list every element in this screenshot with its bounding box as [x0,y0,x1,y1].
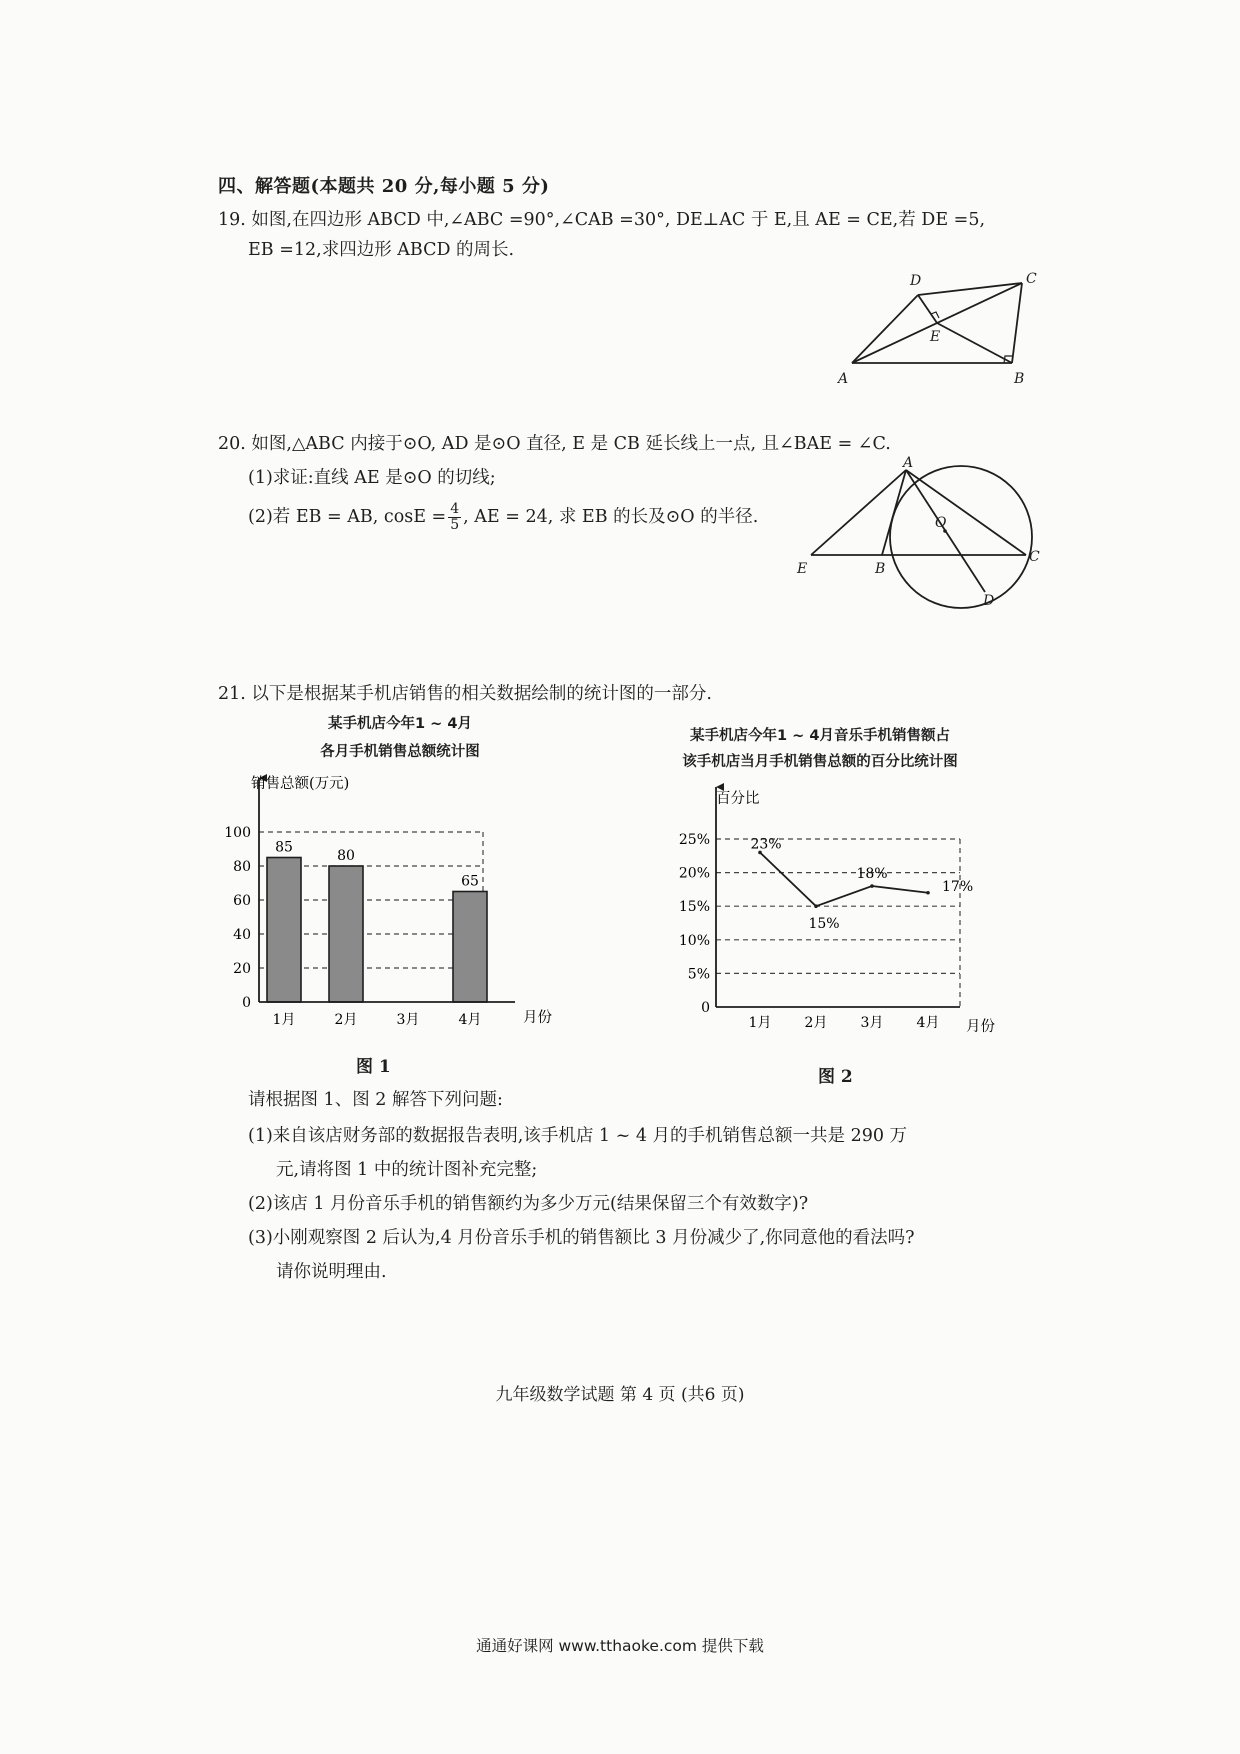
chart2-point [870,884,874,888]
chart2-title-line2: 该手机店当月手机销售总额的百分比统计图 [682,754,958,770]
circle-o [890,466,1032,608]
segment-bc [1012,283,1022,363]
q20-label-e: E [797,561,808,577]
q19-line2: EB =12,求四边形 ABCD 的周长. [248,240,515,260]
q19-label-c: C [1026,271,1037,287]
chart2-x-tick-label: 2月 [804,1015,828,1031]
segment-ae [811,470,906,555]
q19-quadrilateral-diagram [820,265,1050,390]
chart2-y-tick-label: 5% [687,966,710,983]
chart2-data-label: 15% [808,916,840,933]
q20-line1: 20. 如图,△ABC 内接于⊙O, AD 是⊙O 直径, E 是 CB 延长线上一点, 且∠BAE = ∠C. [218,434,891,454]
chart1-bar [453,892,487,1003]
chart2-y-tick-label: 20% [678,865,710,882]
chart1-x-tick-label: 1月 [272,1012,296,1028]
chart2-data-label: 18% [856,866,888,883]
q19-label-d: D [910,273,922,289]
chart2-data-label: 17% [942,878,974,895]
q19-line1: 19. 如图,在四边形 ABCD 中,∠ABC =90°,∠CAB =30°, DE⊥AC 于 E,且 AE = CE,若 DE =5, [218,210,986,230]
q20-part2-text-b: , AE = 24, 求 EB 的长及⊙O 的半径. [463,507,759,527]
site-footer: 通通好课网 www.tthaoke.com 提供下载 [476,1637,764,1655]
q21-part3-line2: 请你说明理由. [276,1262,387,1282]
section-title: 四、解答题(本题共 20 分,每小题 5 分) [218,176,550,197]
q20-label-c: C [1029,549,1040,565]
q20-circle-diagram [795,455,1045,610]
chart2-tick-labels [679,832,973,1031]
chart2-axes [716,787,960,1007]
q19-label-a: A [838,371,849,387]
chart1-y-axis-label: 销售总额(万元) [251,776,350,792]
chart2-data-label: 23% [750,836,782,853]
fraction-denominator: 5 [450,517,460,533]
chart2-x-tick-label: 4月 [916,1015,940,1031]
q21-part3-line1: (3)小刚观察图 2 后认为,4 月份音乐手机的销售额比 3 月份减少了,你同意他的看法吗? [248,1228,915,1248]
chart2-y-axis-label: 百分比 [716,791,760,807]
chart1-y-tick-label: 60 [233,893,251,909]
chart2-y-tick-label: 15% [678,899,710,916]
chart1-y-tick-label: 80 [233,859,251,875]
chart1-bar [329,866,363,1002]
q20-label-a: A [903,455,914,471]
page-footer: 九年级数学试题 第 4 页 (共6 页) [495,1385,745,1405]
chart1-y-tick-label: 0 [242,995,251,1011]
fraction-numerator: 4 [450,501,460,517]
figure1-label: 图 1 [356,1057,391,1077]
chart1-bar [267,858,301,1003]
chart2-series-line [758,851,930,908]
figure2-label: 图 2 [818,1067,853,1087]
chart2-y-tick-label: 0 [701,1000,710,1016]
chart1-data-label: 65 [461,873,479,890]
q21-part1-line2: 元,请将图 1 中的统计图补充完整; [276,1160,538,1180]
chart1-title-line2: 各月手机销售总额统计图 [320,744,480,760]
chart1-x-tick-label: 4月 [458,1012,482,1028]
chart1-y-tick-label: 100 [224,825,251,841]
chart1-x-tick-label: 3月 [396,1012,420,1028]
q19-label-b: B [1014,371,1025,387]
chart2-point [814,904,818,908]
chart1-data-label: 80 [337,848,355,864]
q21-part2: (2)该店 1 月份音乐手机的销售额约为多少万元(结果保留三个有效数字)? [248,1194,809,1214]
chart2-title-line1: 某手机店今年1 ~ 4月音乐手机销售额占 [690,728,950,744]
q21-prompt: 请根据图 1、图 2 解答下列问题: [248,1090,503,1110]
q20-label-d: D [983,593,995,609]
q20-part2 [248,502,758,533]
chart2-y-tick-label: 25% [678,832,710,848]
chart2-x-axis-label: 月份 [966,1019,995,1035]
q21-part1-line1: (1)来自该店财务部的数据报告表明,该手机店 1 ~ 4 月的手机销售总额一共是 290 万 [248,1126,908,1146]
q21-intro: 21. 以下是根据某手机店销售的相关数据绘制的统计图的一部分. [218,684,712,704]
chart1-bar-chart [215,770,575,1045]
chart2-x-tick-label: 3月 [860,1015,884,1031]
chart1-y-tick-label: 40 [233,927,251,943]
cos-e-fraction [448,502,461,533]
segment-ab [882,470,906,555]
segment-da [852,295,918,363]
segment-cd [918,283,1022,295]
chart1-x-tick-label: 2月 [334,1012,358,1028]
chart1-x-axis-label: 月份 [523,1010,552,1026]
chart2-line-chart [660,775,1005,1040]
q19-label-e: E [930,329,941,345]
chart1-data-label: 85 [275,839,293,856]
segment-eb [937,323,1012,363]
chart1-title-line1: 某手机店今年1 ~ 4月 [328,716,472,732]
q20-label-o: O [935,515,947,531]
chart2-x-tick-label: 1月 [748,1015,772,1031]
chart1-y-tick-label: 20 [233,961,251,977]
q20-part2-text-a: (2)若 EB = AB, cosE = [248,507,447,527]
chart1-bars [267,858,487,1003]
chart2-y-tick-label: 10% [678,932,710,949]
q20-part1: (1)求证:直线 AE 是⊙O 的切线; [248,468,496,488]
chart2-point [926,891,930,895]
chart2-line [760,852,928,906]
q20-label-b: B [875,561,886,577]
segment-de [918,295,937,323]
